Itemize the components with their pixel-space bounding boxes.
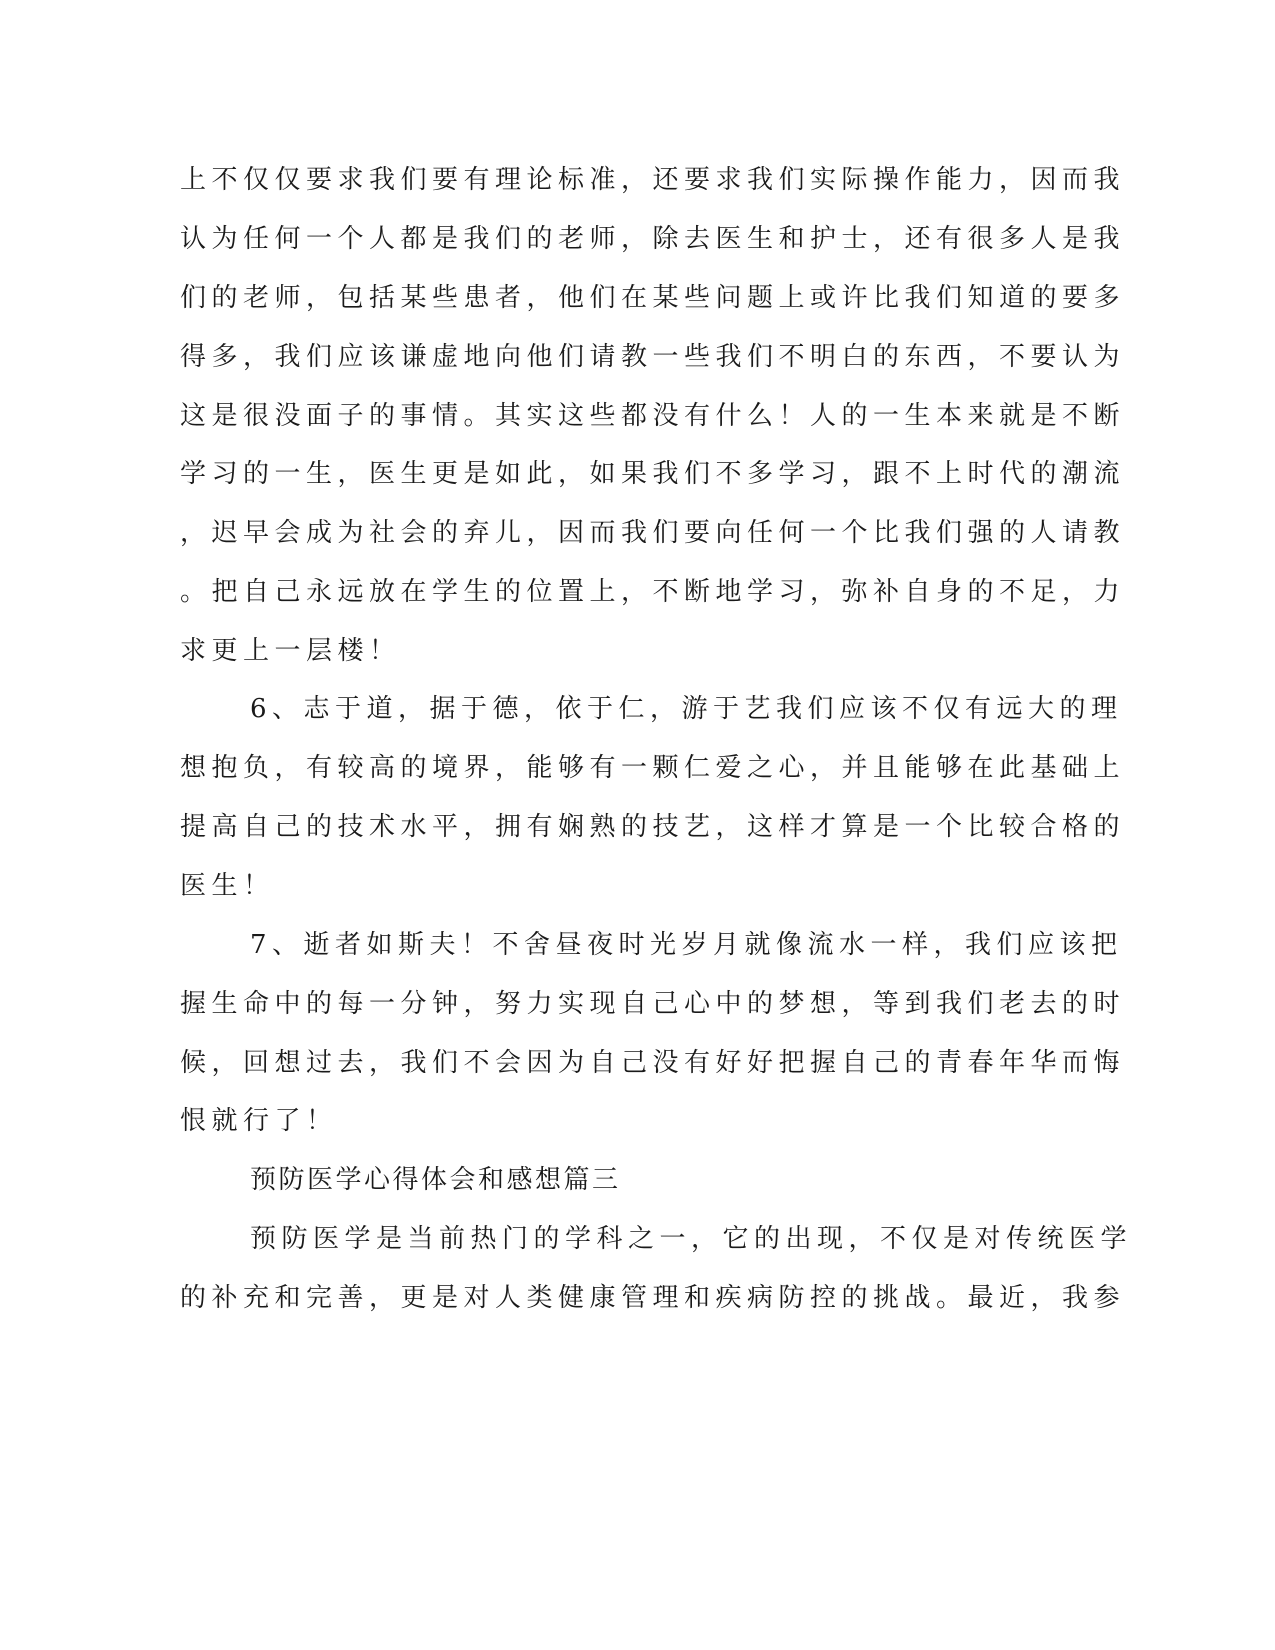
text-line: 求更上一层楼！ (180, 636, 401, 666)
text-line: 想抱负，有较高的境界，能够有一颗仁爱之心，并且能够在此基础上 (180, 753, 1126, 783)
text-line: 医生！ (180, 871, 275, 901)
text-line: 认为任何一个人都是我们的老师，除去医生和护士，还有很多人是我 (180, 224, 1126, 254)
text-line: 这是很没面子的事情。其实这些都没有什么！人的一生本来就是不断 (180, 401, 1126, 431)
paragraph-first-line: 预防医学是当前热门的学科之一，它的出现，不仅是对传统医学 (250, 1224, 1133, 1254)
paragraph-7-first-line: 7、逝者如斯夫！不舍昼夜时光岁月就像流水一样，我们应该把 (250, 930, 1123, 960)
text-line: ，迟早会成为社会的弃儿，因而我们要向任何一个比我们强的人请教 (180, 518, 1126, 548)
text-line: 恨就行了！ (180, 1106, 338, 1136)
text-line: 握生命中的每一分钟，努力实现自己心中的梦想，等到我们老去的时 (180, 989, 1126, 1019)
text-line: 学习的一生，医生更是如此，如果我们不多学习，跟不上时代的潮流 (180, 459, 1126, 489)
paragraph-6-first-line: 6、志于道，据于德，依于仁，游于艺我们应该不仅有远大的理 (250, 694, 1123, 724)
text-line: 上不仅仅要求我们要有理论标准，还要求我们实际操作能力，因而我 (180, 165, 1126, 195)
text-line: 们的老师，包括某些患者，他们在某些问题上或许比我们知道的要多 (180, 283, 1126, 313)
text-line: 提高自己的技术水平，拥有娴熟的技艺，这样才算是一个比较合格的 (180, 812, 1126, 842)
text-line: 得多，我们应该谦虚地向他们请教一些我们不明白的东西，不要认为 (180, 342, 1126, 372)
text-line: 候，回想过去，我们不会因为自己没有好好把握自己的青春年华而悔 (180, 1048, 1126, 1078)
text-line: 的补充和完善，更是对人类健康管理和疾病防控的挑战。最近，我参 (180, 1283, 1126, 1313)
section-heading: 预防医学心得体会和感想篇三 (250, 1165, 621, 1195)
text-line: 。把自己永远放在学生的位置上，不断地学习，弥补自身的不足，力 (180, 577, 1126, 607)
